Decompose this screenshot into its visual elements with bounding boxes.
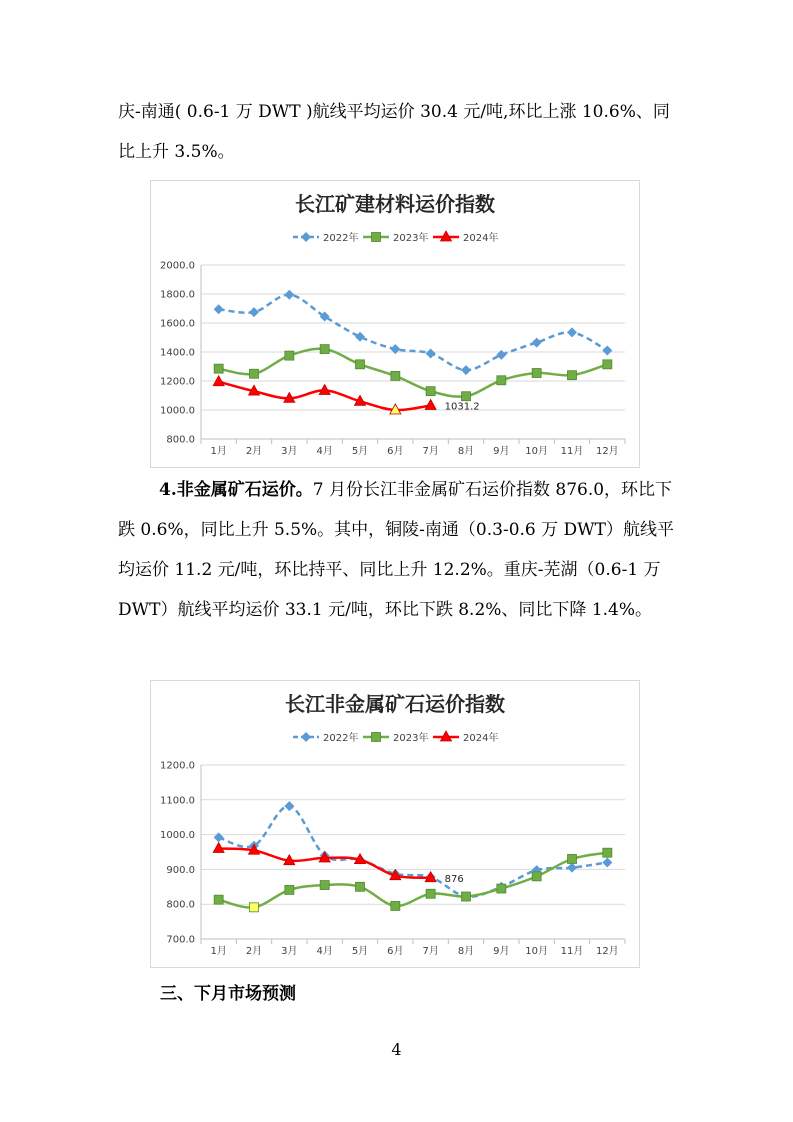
x-tick-label: 4月 bbox=[316, 946, 333, 957]
x-tick-label: 10月 bbox=[525, 946, 549, 957]
paragraph-nonmetal-body: 7 月份长江非金属矿石运价指数 876.0，环比下跌 0.6%，同比上升 5.5%。其中，铜陵-南通（0.3-0.6 万 DWT）航线平均运价 11.2 元/吨，环比持平、同比上升 12.2%。重庆-芜湖（0.6-1 万 DWT）航线平均运价 33.1 元/吨，环比下跌 8.2%、同比下降 1.4%。 bbox=[118, 480, 674, 620]
legend-label-2022: 2022年 bbox=[323, 733, 359, 744]
data-point-2022 bbox=[249, 307, 259, 317]
data-point-2022 bbox=[214, 832, 224, 842]
x-tick-label: 6月 bbox=[387, 446, 404, 457]
data-point-2022 bbox=[496, 350, 506, 360]
x-tick-label: 1月 bbox=[210, 946, 227, 957]
data-point-2022 bbox=[284, 801, 294, 811]
data-point-2023 bbox=[426, 889, 435, 898]
data-point-2023 bbox=[568, 854, 577, 863]
y-tick-label: 900.0 bbox=[166, 864, 195, 876]
x-tick-label: 5月 bbox=[351, 946, 369, 957]
series-line-2023 bbox=[219, 349, 608, 397]
y-tick-label: 1100.0 bbox=[160, 795, 195, 807]
data-point-2022 bbox=[532, 338, 542, 348]
data-point-2023 bbox=[250, 369, 259, 378]
series-line-2022 bbox=[219, 295, 608, 370]
series-2022 bbox=[214, 290, 613, 375]
data-point-2022 bbox=[355, 332, 365, 342]
series-2024 bbox=[213, 843, 436, 882]
chart-y-ticks bbox=[160, 261, 195, 446]
chart-legend bbox=[293, 731, 498, 744]
chart-building-materials-svg bbox=[151, 181, 639, 467]
y-tick-label: 1200.0 bbox=[160, 376, 195, 388]
data-point-2022 bbox=[602, 857, 612, 867]
x-tick-label: 2月 bbox=[245, 446, 263, 457]
x-tick-label: 12月 bbox=[595, 946, 619, 957]
data-point-2023 bbox=[462, 892, 471, 901]
data-point-2023 bbox=[391, 371, 400, 380]
data-point-2023 bbox=[250, 903, 259, 912]
data-point-2023 bbox=[603, 848, 612, 857]
data-point-2022 bbox=[214, 304, 224, 314]
data-point-2023 bbox=[497, 376, 506, 385]
y-tick-label: 700.0 bbox=[166, 934, 195, 946]
section-heading: 三、下月市场预测 bbox=[160, 984, 296, 1004]
data-point-2022 bbox=[567, 327, 577, 337]
x-tick-label: 7月 bbox=[422, 446, 439, 457]
x-tick-label: 8月 bbox=[457, 446, 475, 457]
y-tick-label: 1000.0 bbox=[160, 405, 195, 417]
chart-title: 长江非金属矿石运价指数 bbox=[285, 692, 505, 716]
data-point-2023 bbox=[497, 884, 506, 893]
y-tick-label: 1000.0 bbox=[160, 830, 195, 842]
chart-y-ticks bbox=[160, 761, 195, 946]
data-point-2022 bbox=[426, 348, 436, 358]
x-tick-label: 4月 bbox=[316, 446, 333, 457]
x-tick-label: 1月 bbox=[210, 446, 227, 457]
data-point-2023 bbox=[532, 369, 541, 378]
data-point-2023 bbox=[320, 345, 329, 354]
data-point-2023 bbox=[532, 872, 541, 881]
legend-marker-2022 bbox=[301, 732, 311, 742]
y-tick-label: 1400.0 bbox=[160, 347, 195, 359]
y-tick-label: 1600.0 bbox=[160, 318, 195, 330]
legend-label-2024: 2024年 bbox=[463, 733, 499, 744]
series-2023 bbox=[214, 345, 612, 401]
data-point-2023 bbox=[356, 882, 365, 891]
chart-nonmetal-ore bbox=[150, 680, 640, 968]
x-tick-label: 12月 bbox=[595, 446, 619, 457]
paragraph-nonmetal-lead: 4.非金属矿石运价。 bbox=[159, 480, 313, 500]
x-tick-label: 10月 bbox=[525, 446, 549, 457]
data-point-2023 bbox=[568, 371, 577, 380]
data-point-2023 bbox=[285, 351, 294, 360]
data-point-2024 bbox=[425, 399, 436, 409]
legend-label-2023: 2023年 bbox=[393, 733, 429, 744]
x-tick-label: 9月 bbox=[493, 946, 510, 957]
data-point-2023 bbox=[214, 895, 223, 904]
x-tick-label: 5月 bbox=[351, 446, 369, 457]
legend-label-2023: 2023年 bbox=[393, 233, 429, 244]
data-point-2022 bbox=[284, 290, 294, 300]
x-tick-label: 7月 bbox=[422, 946, 439, 957]
x-tick-label: 2月 bbox=[245, 946, 263, 957]
chart-title: 长江矿建材料运价指数 bbox=[295, 192, 495, 216]
chart-legend bbox=[293, 231, 498, 244]
legend-marker-2022 bbox=[301, 232, 311, 242]
data-point-2022 bbox=[567, 863, 577, 873]
x-tick-label: 11月 bbox=[560, 446, 584, 457]
chart-x-ticks bbox=[201, 939, 625, 957]
data-point-2023 bbox=[462, 392, 471, 401]
paragraph-freight-rate: 庆-南通( 0.6-1 万 DWT )航线平均运价 30.4 元/吨,环比上涨 10.6%、同比上升 3.5%。 bbox=[118, 102, 670, 162]
y-tick-label: 1800.0 bbox=[160, 289, 195, 301]
data-point-2023 bbox=[356, 360, 365, 369]
y-tick-label: 800.0 bbox=[166, 899, 195, 911]
data-point-2023 bbox=[391, 901, 400, 910]
y-tick-label: 800.0 bbox=[166, 434, 195, 446]
series-line-2022 bbox=[219, 806, 608, 897]
x-tick-label: 9月 bbox=[493, 446, 510, 457]
y-tick-label: 2000.0 bbox=[160, 260, 195, 272]
legend-marker-2023 bbox=[372, 233, 381, 242]
data-point-2023 bbox=[426, 387, 435, 396]
series-2022 bbox=[214, 801, 613, 901]
chart-building-materials bbox=[150, 180, 640, 468]
legend-label-2024: 2024年 bbox=[463, 233, 499, 244]
legend-label-2022: 2022年 bbox=[323, 233, 359, 244]
data-point-2022 bbox=[390, 344, 400, 354]
series-line-2023 bbox=[219, 853, 608, 908]
data-label: 1031.2 bbox=[444, 401, 480, 413]
data-point-2022 bbox=[602, 346, 612, 356]
x-tick-label: 6月 bbox=[387, 946, 404, 957]
data-point-2023 bbox=[603, 360, 612, 369]
y-tick-label: 1200.0 bbox=[160, 760, 195, 772]
x-tick-label: 3月 bbox=[281, 946, 298, 957]
paragraph-nonmetal-ore bbox=[118, 470, 680, 630]
legend-marker-2023 bbox=[372, 733, 381, 742]
data-point-2023 bbox=[285, 885, 294, 894]
data-point-2023 bbox=[320, 881, 329, 890]
x-tick-label: 11月 bbox=[560, 946, 584, 957]
chart-nonmetal-ore-svg bbox=[151, 681, 639, 967]
x-tick-label: 3月 bbox=[281, 446, 298, 457]
data-label: 876 bbox=[444, 873, 464, 885]
chart-x-ticks bbox=[201, 439, 625, 457]
data-point-2023 bbox=[214, 364, 223, 373]
data-point-2022 bbox=[461, 365, 471, 375]
x-tick-label: 8月 bbox=[457, 946, 475, 957]
page-number: 4 bbox=[391, 1040, 402, 1059]
